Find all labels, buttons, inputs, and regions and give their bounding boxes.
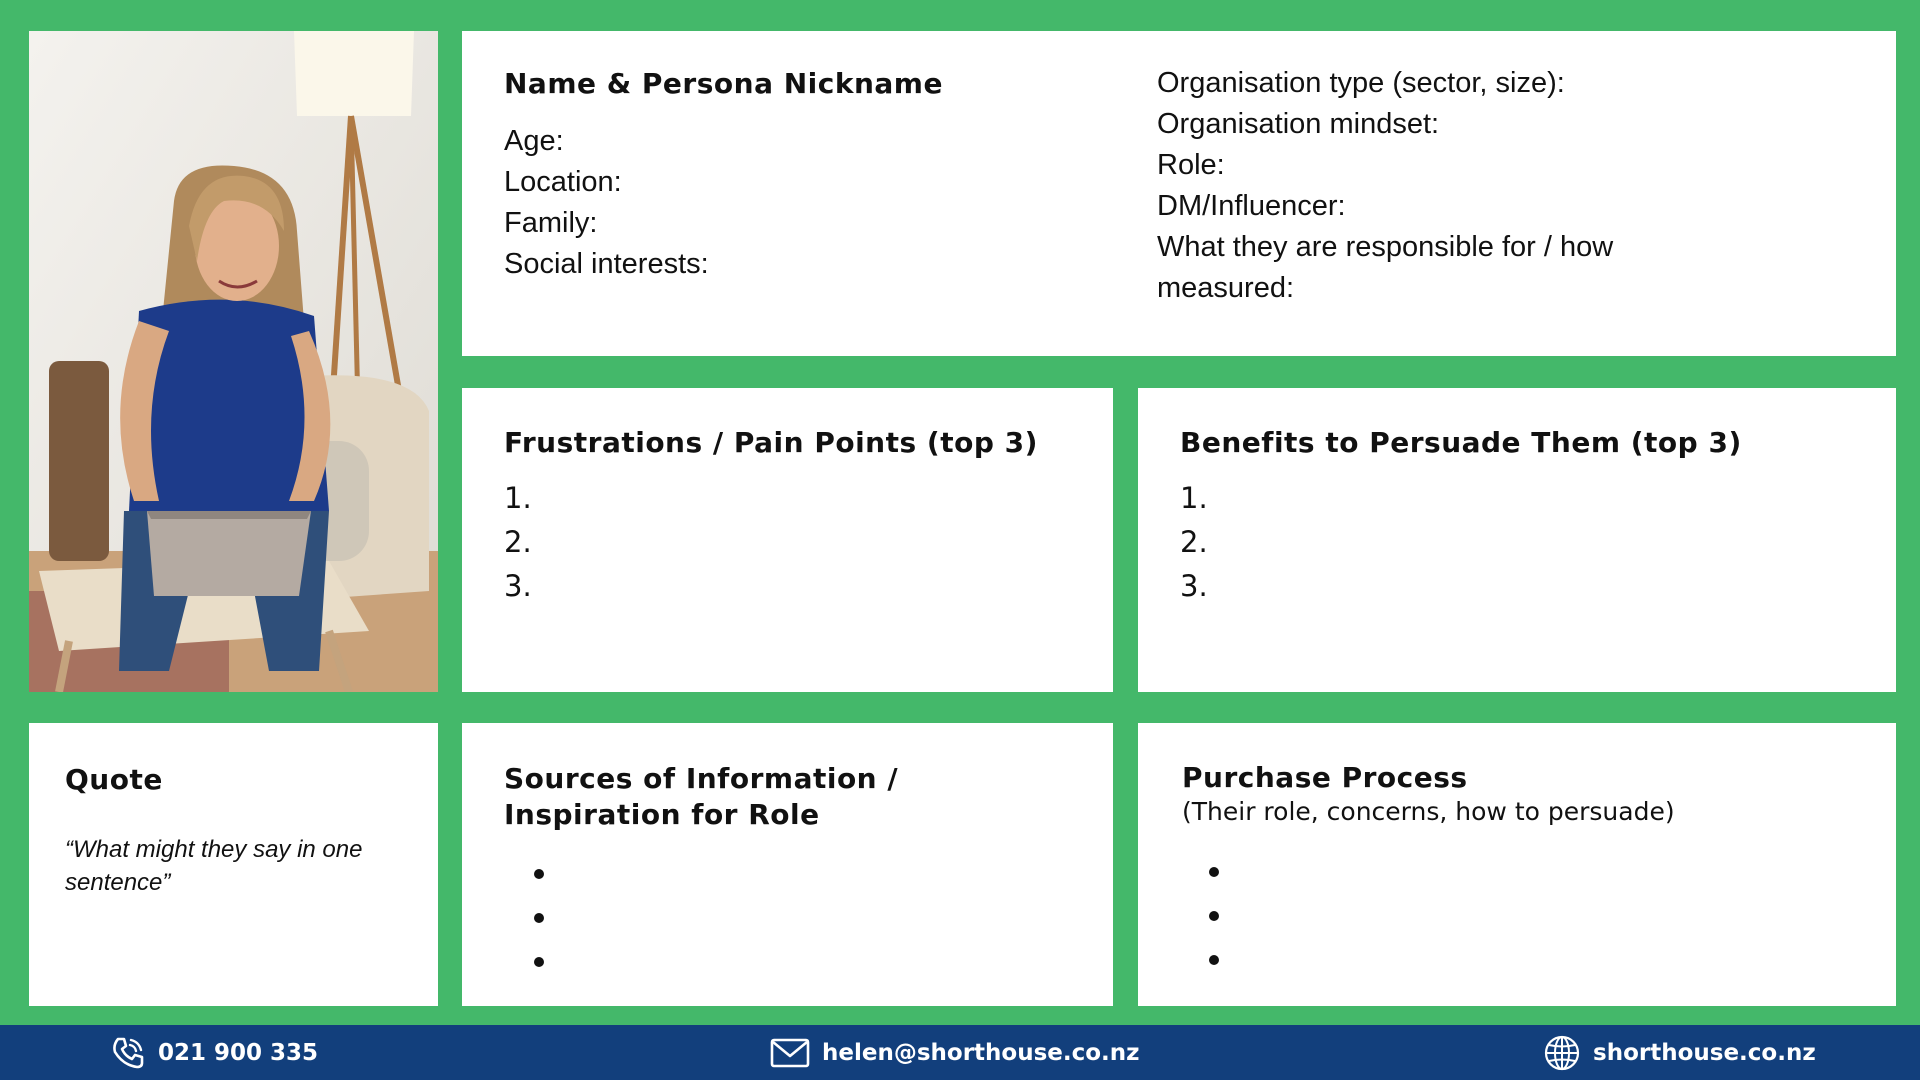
list-item: 1.: [504, 481, 532, 515]
list-item: [534, 941, 734, 985]
quote-title: Quote: [65, 763, 163, 796]
phone-icon: [110, 1035, 146, 1071]
list-item: [1209, 895, 1409, 939]
persona-photo: [29, 31, 438, 692]
footer-email[interactable]: [770, 1025, 1140, 1080]
envelope-icon: [770, 1038, 810, 1068]
frustrations-list: [504, 476, 532, 608]
frustrations-panel: [462, 388, 1113, 692]
field-role: Role:: [1157, 149, 1225, 181]
organisation-fields: [1157, 63, 1717, 309]
purchase-panel: [1138, 723, 1896, 1006]
benefits-list: [1180, 476, 1208, 608]
footer-bar: [0, 1025, 1920, 1080]
website-url: shorthouse.co.nz: [1593, 1039, 1816, 1066]
purchase-bullet-list: [1209, 851, 1409, 983]
profile-title: Name & Persona Nickname: [504, 67, 943, 100]
list-item: [534, 897, 734, 941]
field-responsibility: What they are responsible for / how measured:: [1157, 231, 1614, 304]
purchase-subtitle: (Their role, concerns, how to persuade): [1182, 797, 1675, 826]
list-item: [1209, 851, 1409, 895]
profile-panel: [462, 31, 1896, 356]
list-item: 2.: [504, 525, 532, 559]
phone-number: 021 900 335: [158, 1039, 319, 1066]
footer-phone[interactable]: [110, 1025, 318, 1080]
list-item: 3.: [1180, 569, 1208, 603]
list-item: [1209, 939, 1409, 983]
field-organisation-type: Organisation type (sector, size):: [1157, 67, 1565, 99]
benefits-panel: [1138, 388, 1896, 692]
list-item: [534, 853, 734, 897]
benefits-title: Benefits to Persuade Them (top 3): [1180, 426, 1742, 459]
field-age: Age:: [504, 125, 564, 157]
field-organisation-mindset: Organisation mindset:: [1157, 108, 1440, 140]
purchase-title: Purchase Process: [1182, 761, 1468, 794]
footer-website[interactable]: [1543, 1025, 1816, 1080]
list-item: 3.: [504, 569, 532, 603]
sources-bullet-list: [534, 853, 734, 985]
globe-icon: [1543, 1034, 1581, 1072]
frustrations-title: Frustrations / Pain Points (top 3): [504, 426, 1038, 459]
sources-title: Sources of Information / Inspiration for Role: [504, 762, 899, 831]
persona-photo-woman-with-laptop-icon: [29, 31, 438, 692]
field-social-interests: Social interests:: [504, 248, 709, 280]
field-family: Family:: [504, 207, 598, 239]
personal-fields: [504, 121, 709, 285]
field-location: Location:: [504, 166, 622, 198]
email-address: helen@shorthouse.co.nz: [822, 1039, 1140, 1066]
field-dm-influencer: DM/Influencer:: [1157, 190, 1346, 222]
quote-text: “What might they say in one sentence”: [65, 836, 363, 896]
list-item: 2.: [1180, 525, 1208, 559]
sources-panel: [462, 723, 1113, 1006]
quote-panel: [29, 723, 438, 1006]
list-item: 1.: [1180, 481, 1208, 515]
